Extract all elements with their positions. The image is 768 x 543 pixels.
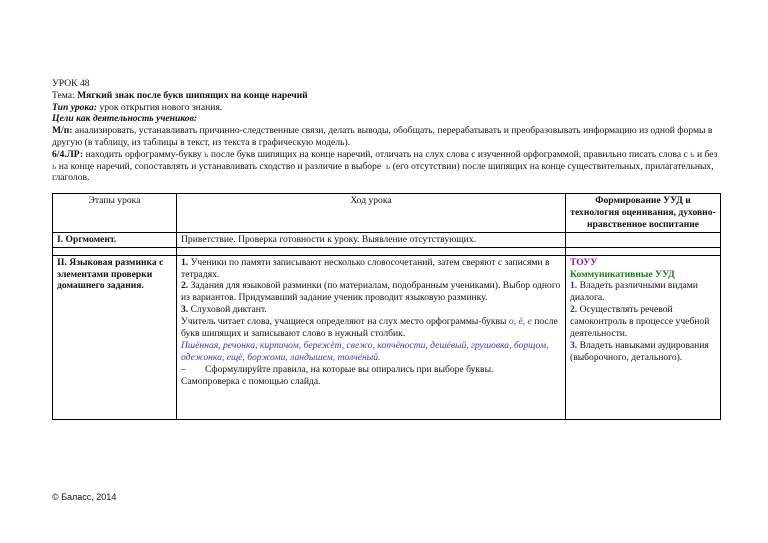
lr-text-2: после букв шипящих на конце наречий, отличать на слух слова с изученной орфограммой, правильно писать слова с: [210, 148, 688, 160]
soft-sign: ь: [52, 160, 57, 172]
mp-line: [52, 125, 720, 149]
soft-sign: ь: [690, 148, 695, 160]
dictation-words: Пшённая, речонка, кирпичом, бережёт, свежо, копчёности, дешёвый, грушовка, борщом, одежонка, ещё, боржоми, ландышем, толчёный.: [181, 339, 549, 363]
course-cell: [177, 255, 566, 419]
uud-subtitle: Коммуникативные УУД: [570, 268, 675, 280]
course-item-1: 1. Ученики по памяти записывают несколько словосочетаний, затем сверяют с записями в тетрадях.: [181, 256, 550, 280]
uud-cell: [566, 255, 721, 419]
course-item-2: 2. Задания для языковой разминки (по материалам, подобранным учениками). Выбор одного из вариантов. Придумавший задание ученик проводит языковую разминку.: [181, 280, 561, 304]
lesson-type-line: [52, 102, 720, 114]
lr-text-5: (его отсутствии) после шипящих на конце существительных, прилагательных, глаголов.: [52, 160, 714, 184]
table-spacer-row: [53, 247, 721, 255]
header-stages: Этапы урока: [53, 194, 177, 233]
course-cell: Приветствие. Проверка готовности к уроку. Выявление отсутствующих.: [177, 232, 566, 247]
course-item-3: 3. Слуховой диктант.: [181, 304, 267, 316]
soft-sign: ь: [204, 148, 209, 160]
table-row: [53, 255, 721, 419]
letters: о, ё, е: [508, 316, 532, 328]
selfcheck-line: Самопроверка с помощью слайда.: [181, 375, 321, 387]
topic-label: Тема:: [52, 89, 75, 101]
lr-text-3: и без: [696, 148, 718, 160]
lesson-table: [52, 193, 721, 420]
stage-cell: [53, 232, 177, 247]
lr-text-1: находить орфограмму-букву: [85, 148, 202, 160]
footer-copyright: © Баласс, 2014: [52, 492, 117, 502]
lesson-number: УРОК 48: [52, 78, 90, 89]
uud-item-2: 2. Осуществлять речевой самоконтроль в процессе учебной деятельности.: [570, 304, 710, 340]
lr-text-4: на конце наречий, сопоставлять и устанавливать сходство и различие в выборе: [58, 160, 382, 172]
table-row: [53, 232, 721, 247]
goals-label: Цели как деятельность учеников:: [52, 113, 198, 125]
mp-text: анализировать, устанавливать причинно-следственные связи, делать выводы, обобщать, перерабатывать и преобразовывать информацию из одной формы в другую (в таблицу, из таблицы в текст, из текста в графическую модель).: [52, 125, 713, 148]
uud-title: ТОУУ: [570, 256, 598, 268]
topic-value: Мягкий знак после букв шипящих на конце наречий: [77, 89, 308, 101]
uud-item-3: 3. Владеть навыками аудирования (выборочного, детального).: [570, 339, 709, 363]
lesson-type-label: Тип урока:: [52, 101, 98, 113]
lesson-type-value: урок открытия нового знания.: [99, 101, 223, 113]
header-course: Ход урока: [177, 194, 566, 233]
topic-line: [52, 90, 720, 102]
stage-name: I. Оргмомент.: [57, 233, 117, 245]
mp-label: М/п:: [52, 125, 73, 137]
lr-line: [52, 149, 720, 184]
lr-label: 6/4.ЛР:: [52, 148, 84, 160]
stage-name: II. Языковая разминка с элементами проверки домашнего задания.: [57, 256, 164, 292]
lesson-header: [52, 78, 720, 184]
rule-line: – Сформулируйте правила, на которые вы опирались при выборе буквы.: [181, 363, 494, 375]
teacher-instruction: Учитель читает слова, учащиеся определяют на слух место орфограммы-буквы о, ё, е после букв шипящих и записывают слово в нужный столбик.: [181, 316, 558, 340]
soft-sign: ь: [385, 160, 391, 172]
header-uud: Формирование УУД и технология оценивания, духовно-нравственное воспитание: [566, 194, 721, 233]
stage-cell: [53, 255, 177, 419]
uud-item-1: 1. Владеть различными видами диалога.: [570, 280, 698, 304]
table-header-row: [53, 194, 721, 233]
uud-cell: [566, 232, 721, 247]
